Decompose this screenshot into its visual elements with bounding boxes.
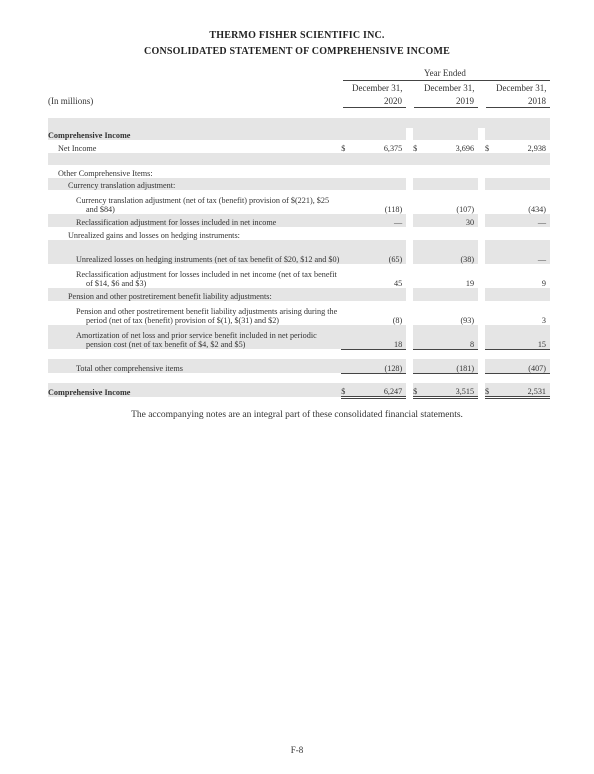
page-number: F-8 [290,745,304,755]
hedge-unrealized-2020: (65) [350,240,406,264]
company-title: THERMO FISHER SCIENTIFIC INC. [209,30,385,41]
footnote: The accompanying notes are an integral part of these consolidated financial statements. [131,410,463,420]
reclass-fx-label: Reclassification adjustment for losses included in net income [48,214,341,227]
net-income-2020: 6,375 [383,144,403,153]
table-row [48,288,550,301]
oci-heading: Other Comprehensive Items: [58,169,153,178]
currency-symbol: $ [341,383,350,397]
col-2020-date: December 31, [352,83,403,93]
cta-heading: Currency translation adjustment: [48,178,341,190]
total-oci-label: Total other comprehensive items [48,359,341,373]
year-ended-underline [343,80,550,81]
cta-2019: (107) [456,205,475,214]
hedge-reclass-2020: 45 [394,279,403,288]
cta-label: Currency translation adjustment (net of tax (benefit) provision of $(221), $25 and $84) [76,196,330,214]
col-2018-year: 2018 [528,96,546,106]
table-row [48,140,550,153]
comprehensive-income-2019: 3,515 [422,383,478,397]
reclass-fx-2018: — [494,214,550,227]
net-income-label: Net Income [58,144,97,153]
reclass-fx-2019: 30 [422,214,478,227]
net-income-2018: 2,938 [527,144,546,153]
table-row [48,325,550,349]
col-2020-underline [343,107,406,108]
table-row [48,190,550,214]
comprehensive-income-label: Comprehensive Income [48,383,341,397]
statement-title: CONSOLIDATED STATEMENT OF COMPREHENSIVE INCOME [144,46,450,57]
col-2020-year: 2020 [384,96,402,106]
financial-statement-table [48,118,550,399]
hedge-reclass-2018: 9 [541,279,546,288]
units-label: (In millions) [48,96,94,106]
comprehensive-income-2018: 2,531 [494,383,550,397]
col-2018-date: December 31, [496,83,547,93]
pension-adj-label: Pension and other postretirement benefit liability adjustments arising during the period (net of tax (benefit) provision of $(1), $(31) and $2) [76,307,338,325]
pension-adj-2018: 3 [541,316,546,325]
comprehensive-income-2020: 6,247 [350,383,406,397]
pension-amort-2020: 18 [350,325,406,349]
currency-symbol: $ [413,144,418,153]
total-oci-2020: (128) [350,359,406,373]
net-income-2019: 3,696 [455,144,475,153]
table-row [48,214,550,227]
hedge-unrealized-label: Unrealized losses on hedging instruments (net of tax benefit of $20, $12 and $0) [48,240,341,264]
table-row [48,165,550,178]
currency-symbol: $ [413,383,422,397]
comprehensive-income-heading: Comprehensive Income [48,128,341,140]
reclass-fx-2020: — [350,214,406,227]
hedge-unrealized-2018: — [494,240,550,264]
col-2019-year: 2019 [456,96,474,106]
currency-symbol: $ [485,383,494,397]
hedge-unrealized-2019: (38) [422,240,478,264]
currency-symbol: $ [484,144,490,153]
table-row [48,383,550,397]
cta-2020: (118) [384,205,403,214]
total-oci-2019: (181) [422,359,478,373]
col-2019-date: December 31, [424,83,475,93]
currency-symbol: $ [341,144,346,153]
pension-amort-2019: 8 [422,325,478,349]
pension-amort-2018: 15 [494,325,550,349]
col-2018-underline [486,107,550,108]
table-row [48,301,550,325]
pension-adj-2020: (8) [392,316,403,325]
table-row [48,359,550,373]
hedge-reclass-label: Reclassification adjustment for losses included in net income (net of tax benefit of $14, $6 and $3) [76,270,337,288]
cta-2018: (434) [528,205,546,214]
table-row [48,264,550,288]
table-row [48,240,550,264]
year-ended-label: Year Ended [424,68,466,78]
table-row [48,178,550,190]
hedge-reclass-2019: 19 [465,279,475,288]
hedge-heading: Unrealized gains and losses on hedging instruments: [68,231,240,240]
table-row [48,227,550,240]
pension-amort-label: Amortization of net loss and prior service benefit included in net periodic pension cost (net of tax benefit of $4, $2 and $5) [48,325,341,349]
spacer-row [48,118,550,128]
pension-heading: Pension and other postretirement benefit liability adjustments: [48,288,341,301]
col-2019-underline [414,107,478,108]
total-oci-2018: (407) [494,359,550,373]
pension-adj-2019: (93) [460,316,475,325]
